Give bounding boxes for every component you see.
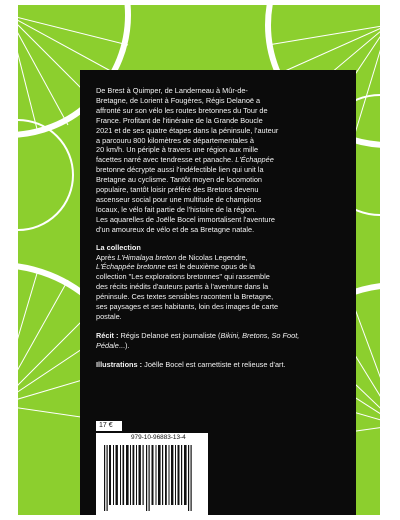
credit-text: Régis Delanoë est journaliste ( (118, 330, 221, 340)
publication-list: Bikini, Bretons, So Foot, (220, 330, 300, 340)
credit-label: Récit : (96, 330, 119, 340)
collection-text (96, 253, 342, 322)
collection-line: des récits inédits d'auteurs partis à l'aventure dans la (96, 282, 269, 292)
collection-text-part: est le deuxième opus de la (165, 262, 255, 272)
price-label: 17 € (96, 421, 122, 431)
description-line: a parcouru 800 kilomètres de départementales à (96, 135, 254, 145)
description-line: populaire, tantôt loisir préféré des Bretons devenu (96, 185, 259, 195)
collection-line: péninsule. Ces textes sensibles racontent la Bretagne, (96, 292, 274, 302)
description-line: 2021 et de ses quatre étapes dans la péninsule, l'auteur (96, 125, 279, 135)
barcode-icon (102, 437, 202, 513)
collection-heading: La collection (96, 242, 141, 252)
author-credit (96, 331, 342, 351)
illustrator-credit (96, 360, 342, 370)
price-barcode-area (96, 421, 342, 515)
text-panel (80, 70, 356, 515)
description-line: affronté sur son vélo les routes bretonnes du Tour de (96, 105, 268, 115)
collection-line: collection "Les explorations bretonnes" qui rassemble (96, 272, 270, 282)
book-back-cover (18, 5, 380, 515)
description-line: facettes narré avec tendresse et panache. (96, 155, 234, 165)
description (96, 86, 342, 235)
credit-label: Illustrations : (96, 359, 143, 369)
description-line: De Brest à Quimper, de Landerneau à Mûr-de- (96, 86, 248, 95)
book-title: L'Échappée (235, 155, 274, 165)
publication-list: Pédale (96, 340, 119, 350)
description-line: bretonne décrypte aussi l'indéfectible lien qui unit la (96, 165, 264, 175)
barcode-box (96, 433, 208, 515)
description-line: ascenseur social pour une multitude de champions (96, 194, 262, 204)
credit-text: Joëlle Bocel est carnettiste et relieuse d'art. (142, 359, 286, 369)
collection-text-part: Après (96, 252, 118, 262)
collection-line: postale. (96, 311, 122, 321)
credit-text: ...). (118, 340, 130, 350)
collection-text-part: de Nicolas Legendre, (176, 252, 248, 262)
description-line: d'un amoureux de vélo et de sa Bretagne natale. (96, 224, 255, 234)
book-title: L'Échappée bretonne (96, 262, 166, 272)
description-line: Bretagne, de Lorient à Fougères, Régis Delanoë a (96, 95, 261, 105)
description-line: France. Profitant de l'itinéraire de la Grande Boucle (96, 115, 263, 125)
isbn-label: 979-10-96883-13-4 (131, 434, 186, 441)
collection-line: ses paysages et ses habitants, loin des images de carte (96, 302, 279, 312)
description-line: locaux, le vélo fait partie de l'histoire de la région. (96, 204, 257, 214)
description-line: 20 km/h. Un périple à travers une région aux mille (96, 145, 259, 155)
description-line: Bretagne au cyclisme. Tantôt moyen de locomotion (96, 175, 263, 185)
description-line: Les aquarelles de Joëlle Bocel immortalisent l'aventure (96, 214, 275, 224)
previous-book-title: L'Himalaya breton (117, 252, 177, 262)
